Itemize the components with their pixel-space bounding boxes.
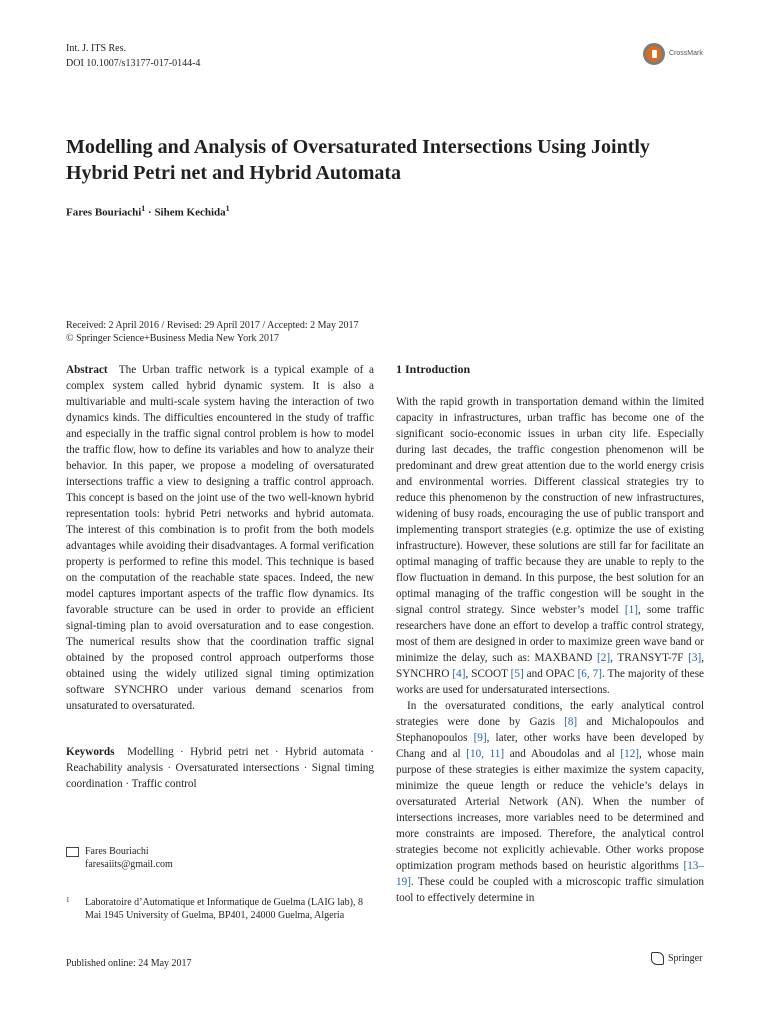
crossmark-icon bbox=[643, 43, 665, 65]
intro-text: , SYNCHRO bbox=[396, 652, 704, 680]
section-heading: 1 Introduction bbox=[396, 362, 471, 376]
keywords bbox=[66, 744, 374, 792]
author-separator: · bbox=[145, 206, 155, 219]
crossmark-label: CrossMark bbox=[669, 50, 703, 57]
author-name[interactable]: Sihem Kechida bbox=[154, 206, 226, 219]
correspondence-name: Fares Bouriachi bbox=[85, 846, 149, 857]
keywords-label: Keywords bbox=[66, 746, 115, 758]
citation-link[interactable]: [1] bbox=[624, 604, 638, 616]
intro-text: and Michalopoulos and Stephanopoulos bbox=[396, 716, 704, 744]
citation-link[interactable]: [10, 11] bbox=[466, 748, 505, 760]
intro-text: , TRANSYT-7F bbox=[610, 652, 689, 664]
envelope-icon bbox=[66, 847, 79, 857]
affiliation-number: 1 bbox=[66, 896, 70, 904]
copyright-line: © Springer Science+Business Media New York 2017 bbox=[66, 333, 279, 344]
abstract-label: Abstract bbox=[66, 364, 108, 376]
citation-link[interactable]: [2] bbox=[597, 652, 611, 664]
affiliation-marker: 1 bbox=[141, 204, 146, 213]
citation-link[interactable]: [12] bbox=[620, 748, 640, 760]
crossmark-button[interactable] bbox=[643, 43, 723, 73]
article-history bbox=[66, 319, 396, 345]
intro-text: , some traffic researchers have done an effort to develop a traffic control strategy, most of them are designed in order to maximize green wave band or minimize the delay, such as: MAXBAND bbox=[396, 604, 704, 664]
paper-title: Modelling and Analysis of Oversaturated Intersections Using Jointly Hybrid Petri net and Hybrid Automata bbox=[66, 136, 650, 184]
correspondence bbox=[66, 845, 366, 871]
intro-text: , whose main purpose of these strategies is either maximize the system capacity, minimize the queue length or reduce the vehicle’s delays in oversaturated Arterial Network (AN). When the number of intersections increases, more variables need to be determined and more constraints are imposed. Therefore, the analytical control strategies become not explicitly achievable. Other works propose optimization program methods based on heuristic algorithms bbox=[396, 748, 704, 872]
abstract bbox=[66, 362, 374, 714]
intro-text: With the rapid growth in transportation demand within the limited capacity in infrastructures, urban traffic has become one of the significant socio-economic issues in urban city life. Especially during last decades, the traffic congestion phenomenon will be predominant and drew great attention due to the world energy crisis and environmental worries. Different classical strategies try to reduce this phenomenon by the construction of new infrastructures, widening of busy roads, encouraging the use of public transport and implementing transport strategies (e.g. optimize the use of existing infrastructure). However, these solutions are still far for facilitate an optimal managing of traffic because they are unable to reply to the flow fluctuation in demand. In this purpose, the best solution for an optimal managing of the traffic congestion will be sought in the signal control strategy. Since webster’s model bbox=[396, 396, 704, 616]
correspondence-email[interactable]: faresaiits@gmail.com bbox=[85, 859, 173, 870]
abstract-text: The Urban traffic network is a typical example of a complex system called hybrid dynamic system. It is also a multivariable and multi-scale system having the interaction of two dynamics kinds. The difficulties encountered in the study of traffic and especially in the traffic signal control problem is how to model the traffic flow, how to define its variables and how to analyze their behavior. In this paper, we propose a modeling of oversaturated intersections traffic a view to designing a traffic control approach. This concept is based on the joint use of the two well-known hybrid representation tools: hybrid Petri networks and hybrid automata. The interest of this combination is to profit from the both models advantages while avoiding their disadvantages. A formal verification property is performed to refine this model. This technique is based on the computation of the reachable state spaces. Indeed, the new model captures important aspects of the traffic flow dynamics. Its favorable structure can be used in order to provide an efficient signal-timing plan to avoid oversaturation and to ease congestion. The numerical results show that the coordination traffic signal obtained by the proposed control approach outperforms those obtained using the widely utilized signal timing optimization software SYNCHRO under various demand scenarios from unsaturated to oversaturated. bbox=[66, 364, 374, 712]
intro-text: . The majority of these works are used for undersaturated intersections. bbox=[396, 668, 705, 696]
citation-link[interactable]: [9] bbox=[473, 732, 487, 744]
journal-name: Int. J. ITS Res. bbox=[66, 43, 126, 54]
citation-link[interactable]: [3] bbox=[688, 652, 702, 664]
citation-link[interactable]: [8] bbox=[564, 716, 578, 728]
introduction-body bbox=[396, 394, 704, 906]
citation-link[interactable]: [4] bbox=[452, 668, 466, 680]
affiliation bbox=[66, 896, 366, 922]
author-name[interactable]: Fares Bouriachi bbox=[66, 206, 142, 219]
intro-text: and OPAC bbox=[523, 668, 578, 680]
intro-text: , SCOOT bbox=[465, 668, 511, 680]
intro-paragraph bbox=[396, 698, 704, 906]
affiliation-marker: 1 bbox=[225, 204, 230, 213]
publisher-name: Springer bbox=[668, 952, 703, 964]
affiliation-text: Laboratoire d’Automatique et Informatique de Guelma (LAIG lab), 8 Mai 1945 University of Guelma, BP401, 24000 Guelma, Algeria bbox=[85, 897, 363, 921]
journal-header bbox=[66, 41, 200, 71]
published-date: Published online: 24 May 2017 bbox=[66, 958, 192, 969]
author-list bbox=[66, 204, 230, 219]
doi[interactable]: DOI 10.1007/s13177-017-0144-4 bbox=[66, 58, 201, 69]
springer-horse-icon bbox=[651, 952, 664, 965]
dates-line: Received: 2 April 2016 / Revised: 29 April 2017 / Accepted: 2 May 2017 bbox=[66, 320, 359, 331]
citation-link[interactable]: [13–19] bbox=[396, 860, 704, 888]
publisher-logo bbox=[651, 952, 702, 965]
citation-link[interactable]: [6, 7] bbox=[577, 668, 602, 680]
intro-paragraph bbox=[396, 394, 704, 698]
citation-link[interactable]: [5] bbox=[510, 668, 524, 680]
intro-text: . These could be coupled with a microscopic traffic simulation tool to effectively determine in bbox=[396, 876, 704, 904]
intro-text: , later, other works have been developed by Chang and al bbox=[396, 732, 705, 760]
intro-text: In the oversaturated conditions, the early analytical control strategies were done by Gazis bbox=[396, 700, 704, 728]
keywords-text: Modelling · Hybrid petri net · Hybrid automata · Reachability analysis · Oversaturated intersections · Signal timing coordination · Traffic control bbox=[66, 746, 374, 790]
intro-text: and Aboudolas and al bbox=[504, 748, 621, 760]
